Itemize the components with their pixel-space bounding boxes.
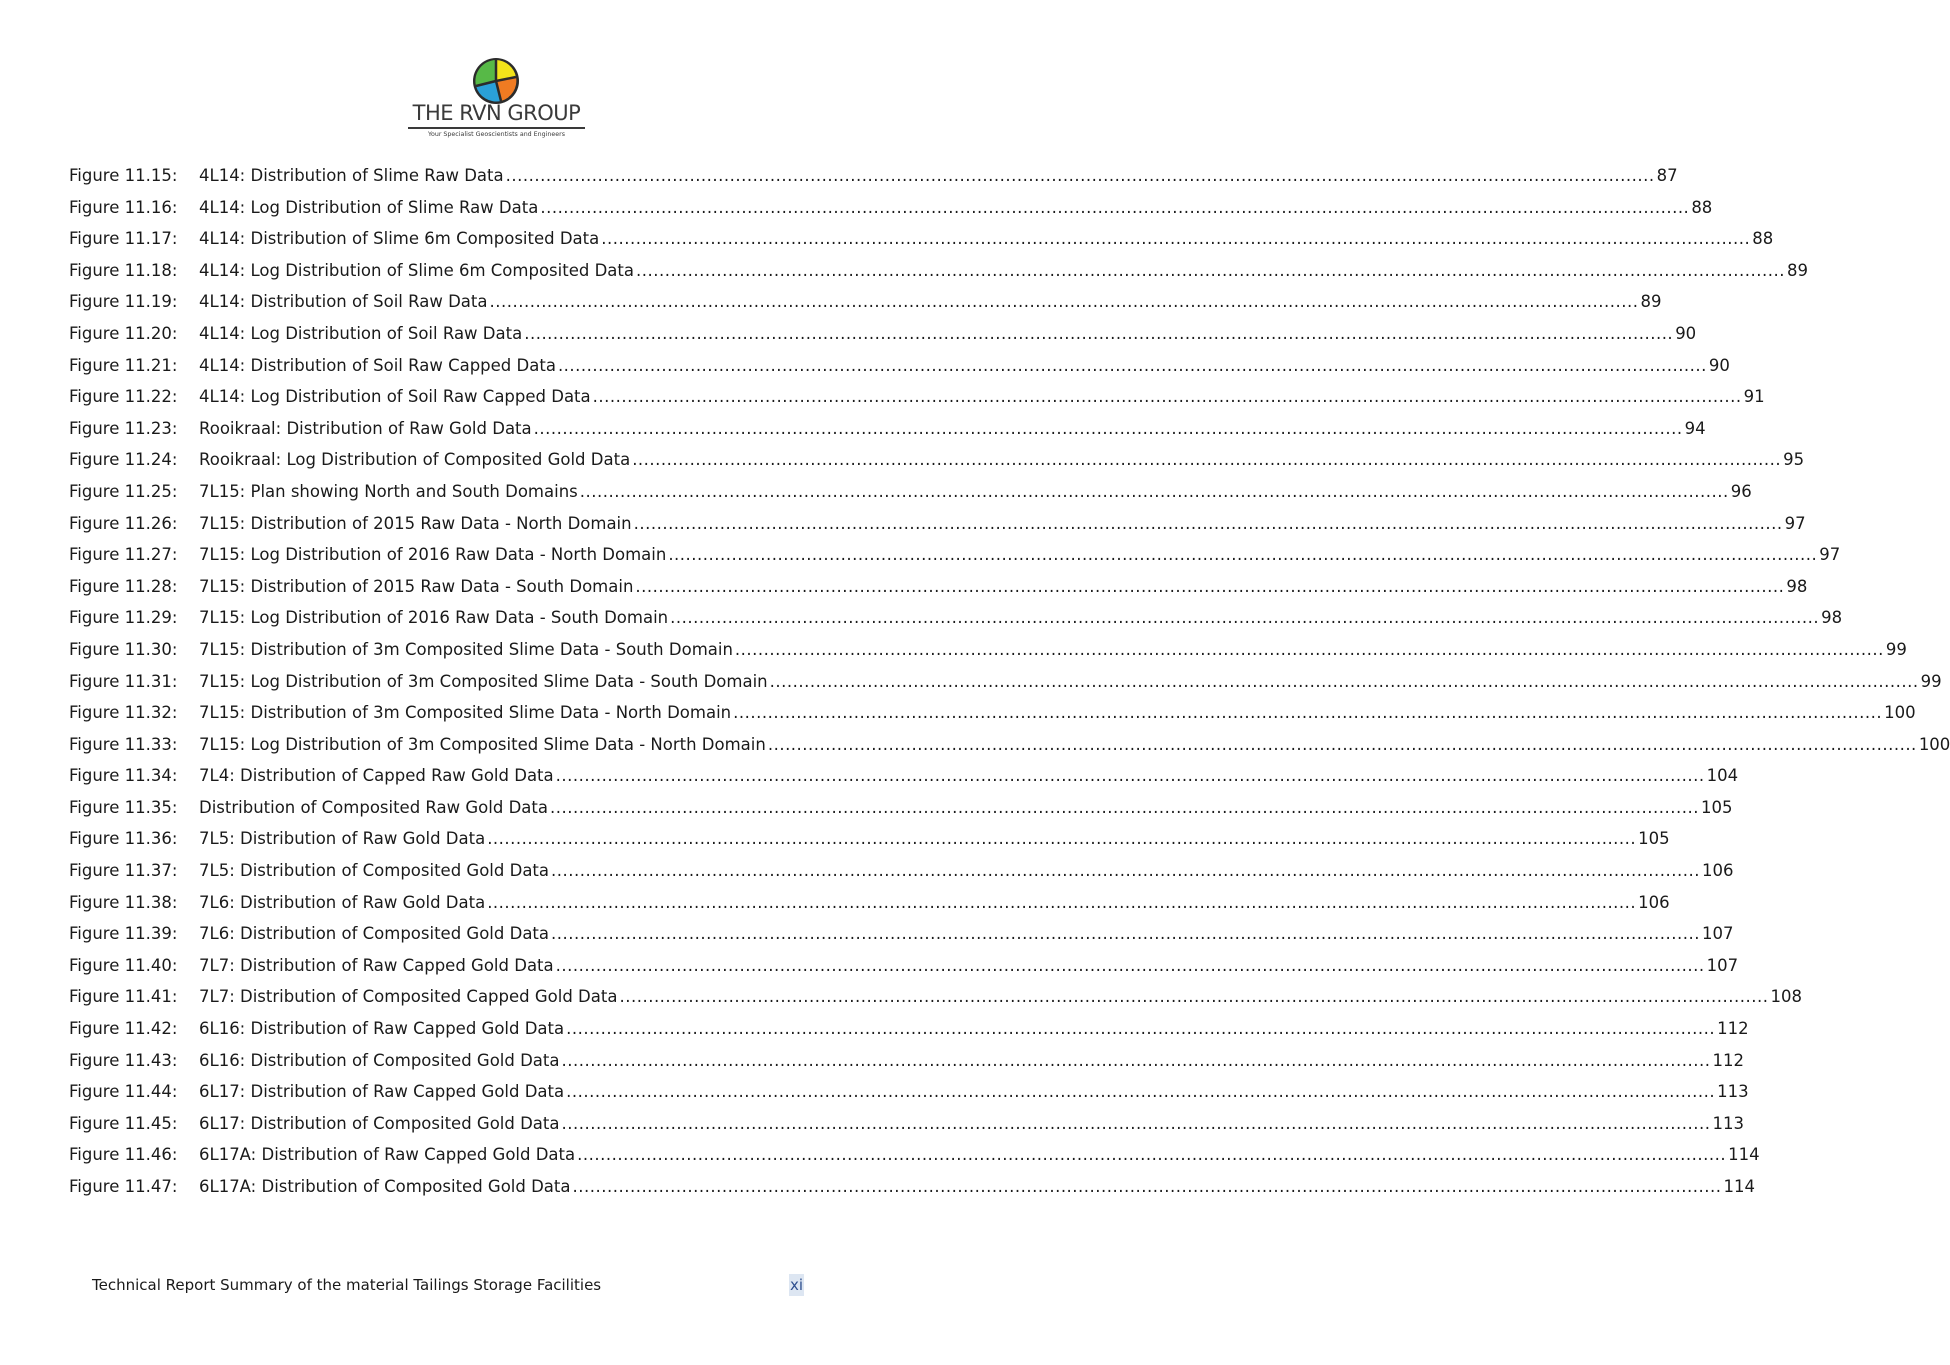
toc-entry-number: Figure 11.36: [69,829,178,849]
toc-dot-leader: ........................................................................................................................................................................................................ [601,229,1751,249]
toc-dot-leader: ........................................................................................................................................................................................................ [592,387,1742,407]
toc-entry-page: 106 [1702,861,1734,881]
toc-entry-title: 7L6: Distribution of Composited Gold Data [199,924,550,944]
toc-dot-leader: ........................................................................................................................................................................................................ [566,1019,1716,1039]
toc-entry[interactable] [69,981,1802,1013]
toc-entry-number: Figure 11.43: [69,1050,178,1070]
toc-entry-title: 7L15: Distribution of 3m Composited Slime Data - South Domain [199,639,733,659]
toc-entry-number: Figure 11.30: [69,639,178,659]
toc-entry[interactable] [69,760,1739,792]
toc-entry-number: Figure 11.40: [69,955,178,975]
toc-entry-page: 114 [1723,1177,1755,1196]
toc-entry-number: Figure 11.15: [69,166,178,185]
toc-entry-page: 91 [1743,387,1765,407]
toc-entry-page: 98 [1821,608,1843,628]
toc-entry-title: 7L4: Distribution of Capped Raw Gold Data [199,766,554,786]
toc-dot-leader: ........................................................................................................................................................................................................ [767,734,1917,754]
toc-entry-number: Figure 11.41: [69,987,178,1007]
toc-dot-leader: ........................................................................................................................................................................................................ [489,292,1639,312]
toc-entry[interactable] [69,571,1808,603]
toc-dot-leader: ........................................................................................................................................................................................................ [487,829,1637,849]
toc-entry[interactable] [69,823,1670,855]
toc-entry[interactable] [69,192,1713,224]
toc-entry[interactable] [69,350,1730,382]
toc-entry[interactable] [69,666,1942,698]
toc-dot-leader: ........................................................................................................................................................................................................ [549,797,1699,817]
company-logo [404,56,589,140]
toc-entry-title: 4L14: Log Distribution of Soil Raw Data [199,323,523,343]
toc-dot-leader: ........................................................................................................................................................................................................ [524,323,1674,343]
toc-entry-number: Figure 11.17: [69,229,178,249]
toc-entry[interactable] [69,381,1765,413]
toc-entry[interactable] [69,476,1752,508]
list-of-figures [69,160,1950,1203]
toc-entry-number: Figure 11.18: [69,260,178,280]
toc-entry-number: Figure 11.25: [69,481,178,501]
toc-dot-leader: ........................................................................................................................................................................................................ [734,639,1884,659]
toc-entry-title: 7L15: Distribution of 3m Composited Slime Data - North Domain [199,703,732,723]
toc-entry[interactable] [69,602,1843,634]
toc-entry-title: 6L17A: Distribution of Raw Capped Gold Data [199,1145,576,1165]
toc-dot-leader: ........................................................................................................................................................................................................ [551,924,1700,944]
toc-entry-page: 90 [1708,355,1730,375]
toc-entry-title: 6L17: Distribution of Composited Gold Data [199,1113,560,1133]
toc-entry-page: 88 [1752,229,1774,249]
toc-entry[interactable] [69,508,1806,540]
toc-entry-title: 6L17: Distribution of Raw Capped Gold Data [199,1082,565,1102]
toc-entry[interactable] [69,1013,1749,1045]
toc-entry-number: Figure 11.21: [69,355,178,375]
toc-entry-number: Figure 11.22: [69,387,178,407]
toc-entry-title: 7L15: Log Distribution of 3m Composited Slime Data - South Domain [199,671,768,691]
toc-entry-page: 94 [1684,418,1706,438]
toc-entry-number: Figure 11.24: [69,450,178,470]
toc-entry-number: Figure 11.44: [69,1082,178,1102]
toc-entry-page: 112 [1717,1019,1749,1039]
toc-entry[interactable] [69,1076,1749,1108]
toc-dot-leader: ........................................................................................................................................................................................................ [579,481,1729,501]
toc-entry-page: 100 [1884,703,1916,723]
toc-entry-title: 4L14: Log Distribution of Slime Raw Data [199,197,539,217]
toc-entry-number: Figure 11.42: [69,1019,178,1039]
toc-entry-title: 7L15: Log Distribution of 2016 Raw Data - North Domain [199,545,667,565]
toc-dot-leader: ........................................................................................................................................................................................................ [632,450,1782,470]
toc-entry-title: Distribution of Composited Raw Gold Data [199,797,548,817]
toc-entry-title: Rooikraal: Log Distribution of Composited Gold Data [199,450,631,470]
toc-entry-title: 7L15: Distribution of 2015 Raw Data - North Domain [199,513,632,533]
toc-dot-leader: ........................................................................................................................................................................................................ [635,576,1785,596]
toc-entry-title: 4L14: Distribution of Slime Raw Data [199,166,504,185]
toc-entry-title: 4L14: Distribution of Slime 6m Composited Data [199,229,600,249]
toc-entry[interactable] [69,1045,1744,1077]
toc-entry[interactable] [69,855,1734,887]
toc-dot-leader: ........................................................................................................................................................................................................ [555,955,1705,975]
toc-dot-leader: ........................................................................................................................................................................................................ [551,861,1700,881]
toc-entry-number: Figure 11.20: [69,323,178,343]
toc-entry-number: Figure 11.31: [69,671,178,691]
toc-entry-title: Rooikraal: Distribution of Raw Gold Data [199,418,532,438]
toc-entry[interactable] [69,729,1950,761]
toc-entry-page: 89 [1640,292,1662,312]
toc-entry[interactable] [69,318,1697,350]
toc-entry-number: Figure 11.28: [69,576,178,596]
toc-entry-title: 6L17A: Distribution of Composited Gold Data [199,1177,571,1196]
toc-entry-title: 7L5: Distribution of Composited Gold Data [199,861,550,881]
toc-dot-leader: ........................................................................................................................................................................................................ [555,766,1705,786]
logo-pie-icon [471,56,521,106]
toc-entry-number: Figure 11.27: [69,545,178,565]
toc-entry-page: 107 [1702,924,1734,944]
toc-entry-page: 112 [1712,1050,1744,1070]
toc-entry-number: Figure 11.34: [69,766,178,786]
toc-entry[interactable] [69,1139,1760,1171]
toc-entry[interactable] [69,539,1841,571]
toc-entry-title: 7L6: Distribution of Raw Gold Data [199,892,486,912]
toc-entry-title: 7L5: Distribution of Raw Gold Data [199,829,486,849]
toc-entry-number: Figure 11.37: [69,861,178,881]
toc-dot-leader: ........................................................................................................................................................................................................ [668,545,1818,565]
toc-entry-page: 107 [1706,955,1739,975]
toc-entry[interactable] [69,160,1678,192]
toc-dot-leader: ........................................................................................................................................................................................................ [561,1050,1711,1070]
toc-entry[interactable] [69,950,1739,982]
toc-entry-page: 96 [1730,481,1752,501]
toc-dot-leader: ........................................................................................................................................................................................................ [769,671,1919,691]
toc-dot-leader: ........................................................................................................................................................................................................ [572,1177,1722,1196]
footer-title: Technical Report Summary of the material Tailings Storage Facilities [92,1276,602,1294]
toc-entry-number: Figure 11.33: [69,734,178,754]
toc-entry-page: 97 [1819,545,1841,565]
logo-tagline: Your Specialist Geoscientists and Engineers [427,131,566,138]
toc-entry[interactable] [69,1108,1744,1140]
toc-entry-page: 100 [1918,734,1950,754]
toc-entry-title: 7L15: Log Distribution of 2016 Raw Data - South Domain [199,608,669,628]
toc-dot-leader: ........................................................................................................................................................................................................ [533,418,1683,438]
toc-entry-page: 99 [1920,671,1942,691]
toc-entry-page: 108 [1770,987,1802,1007]
toc-entry-title: 4L14: Log Distribution of Soil Raw Capped Data [199,387,591,407]
toc-dot-leader: ........................................................................................................................................................................................................ [505,166,1655,185]
toc-entry[interactable] [69,697,1916,729]
toc-entry-number: Figure 11.26: [69,513,178,533]
toc-dot-leader: ........................................................................................................................................................................................................ [633,513,1783,533]
toc-entry-title: 6L16: Distribution of Composited Gold Data [199,1050,560,1070]
toc-dot-leader: ........................................................................................................................................................................................................ [561,1113,1711,1133]
toc-entry-page: 113 [1712,1113,1744,1133]
toc-entry-page: 97 [1784,513,1806,533]
toc-entry-page: 114 [1728,1145,1760,1165]
toc-entry[interactable] [69,918,1734,950]
toc-entry-number: Figure 11.16: [69,197,178,217]
toc-entry-page: 113 [1717,1082,1749,1102]
logo-name: THE RVN GROUP [412,101,581,125]
logo-divider [408,127,585,129]
toc-entry-number: Figure 11.38: [69,892,178,912]
toc-entry-number: Figure 11.45: [69,1113,178,1133]
page-number: xi [790,1276,804,1294]
toc-entry[interactable] [69,887,1670,919]
toc-entry-page: 88 [1691,197,1713,217]
toc-entry-page: 105 [1638,829,1670,849]
toc-entry-page: 105 [1700,797,1733,817]
toc-dot-leader: ........................................................................................................................................................................................................ [733,703,1883,723]
toc-entry-page: 98 [1786,576,1808,596]
toc-entry[interactable] [69,1171,1755,1203]
toc-entry[interactable] [69,286,1662,318]
toc-entry-number: Figure 11.23: [69,418,178,438]
toc-entry-page: 104 [1706,766,1739,786]
toc-entry-title: 7L15: Plan showing North and South Domains [199,481,578,501]
toc-dot-leader: ........................................................................................................................................................................................................ [635,260,1785,280]
toc-entry-number: Figure 11.39: [69,924,178,944]
toc-dot-leader: ........................................................................................................................................................................................................ [670,608,1820,628]
toc-entry-number: Figure 11.47: [69,1177,178,1196]
toc-dot-leader: ........................................................................................................................................................................................................ [577,1145,1727,1165]
toc-entry-number: Figure 11.35: [69,797,178,817]
toc-dot-leader: ........................................................................................................................................................................................................ [619,987,1769,1007]
toc-dot-leader: ........................................................................................................................................................................................................ [487,892,1637,912]
toc-entry[interactable] [69,223,1774,255]
toc-entry-title: 4L14: Distribution of Soil Raw Capped Data [199,355,556,375]
toc-entry-title: 7L15: Distribution of 2015 Raw Data - South Domain [199,576,634,596]
toc-entry-title: 7L7: Distribution of Raw Capped Gold Data [199,955,554,975]
toc-entry-page: 106 [1638,892,1670,912]
toc-entry-page: 99 [1885,639,1907,659]
toc-entry-page: 87 [1656,166,1678,185]
toc-entry-title: 4L14: Distribution of Soil Raw Data [199,292,488,312]
toc-dot-leader: ........................................................................................................................................................................................................ [566,1082,1716,1102]
toc-entry-title: 7L15: Log Distribution of 3m Composited Slime Data - North Domain [199,734,766,754]
toc-entry[interactable] [69,634,1907,666]
toc-entry[interactable] [69,413,1706,445]
toc-entry[interactable] [69,792,1733,824]
toc-entry[interactable] [69,444,1805,476]
toc-entry-title: 6L16: Distribution of Raw Capped Gold Data [199,1019,565,1039]
toc-entry[interactable] [69,255,1808,287]
toc-entry-number: Figure 11.29: [69,608,178,628]
toc-entry-number: Figure 11.46: [69,1145,178,1165]
toc-entry-page: 90 [1675,323,1697,343]
toc-entry-title: 7L7: Distribution of Composited Capped Gold Data [199,987,618,1007]
toc-entry-page: 95 [1783,450,1805,470]
toc-entry-title: 4L14: Log Distribution of Slime 6m Composited Data [199,260,634,280]
toc-entry-page: 89 [1786,260,1808,280]
toc-entry-number: Figure 11.19: [69,292,178,312]
toc-dot-leader: ........................................................................................................................................................................................................ [540,197,1690,217]
toc-dot-leader: ........................................................................................................................................................................................................ [557,355,1707,375]
toc-entry-number: Figure 11.32: [69,703,178,723]
